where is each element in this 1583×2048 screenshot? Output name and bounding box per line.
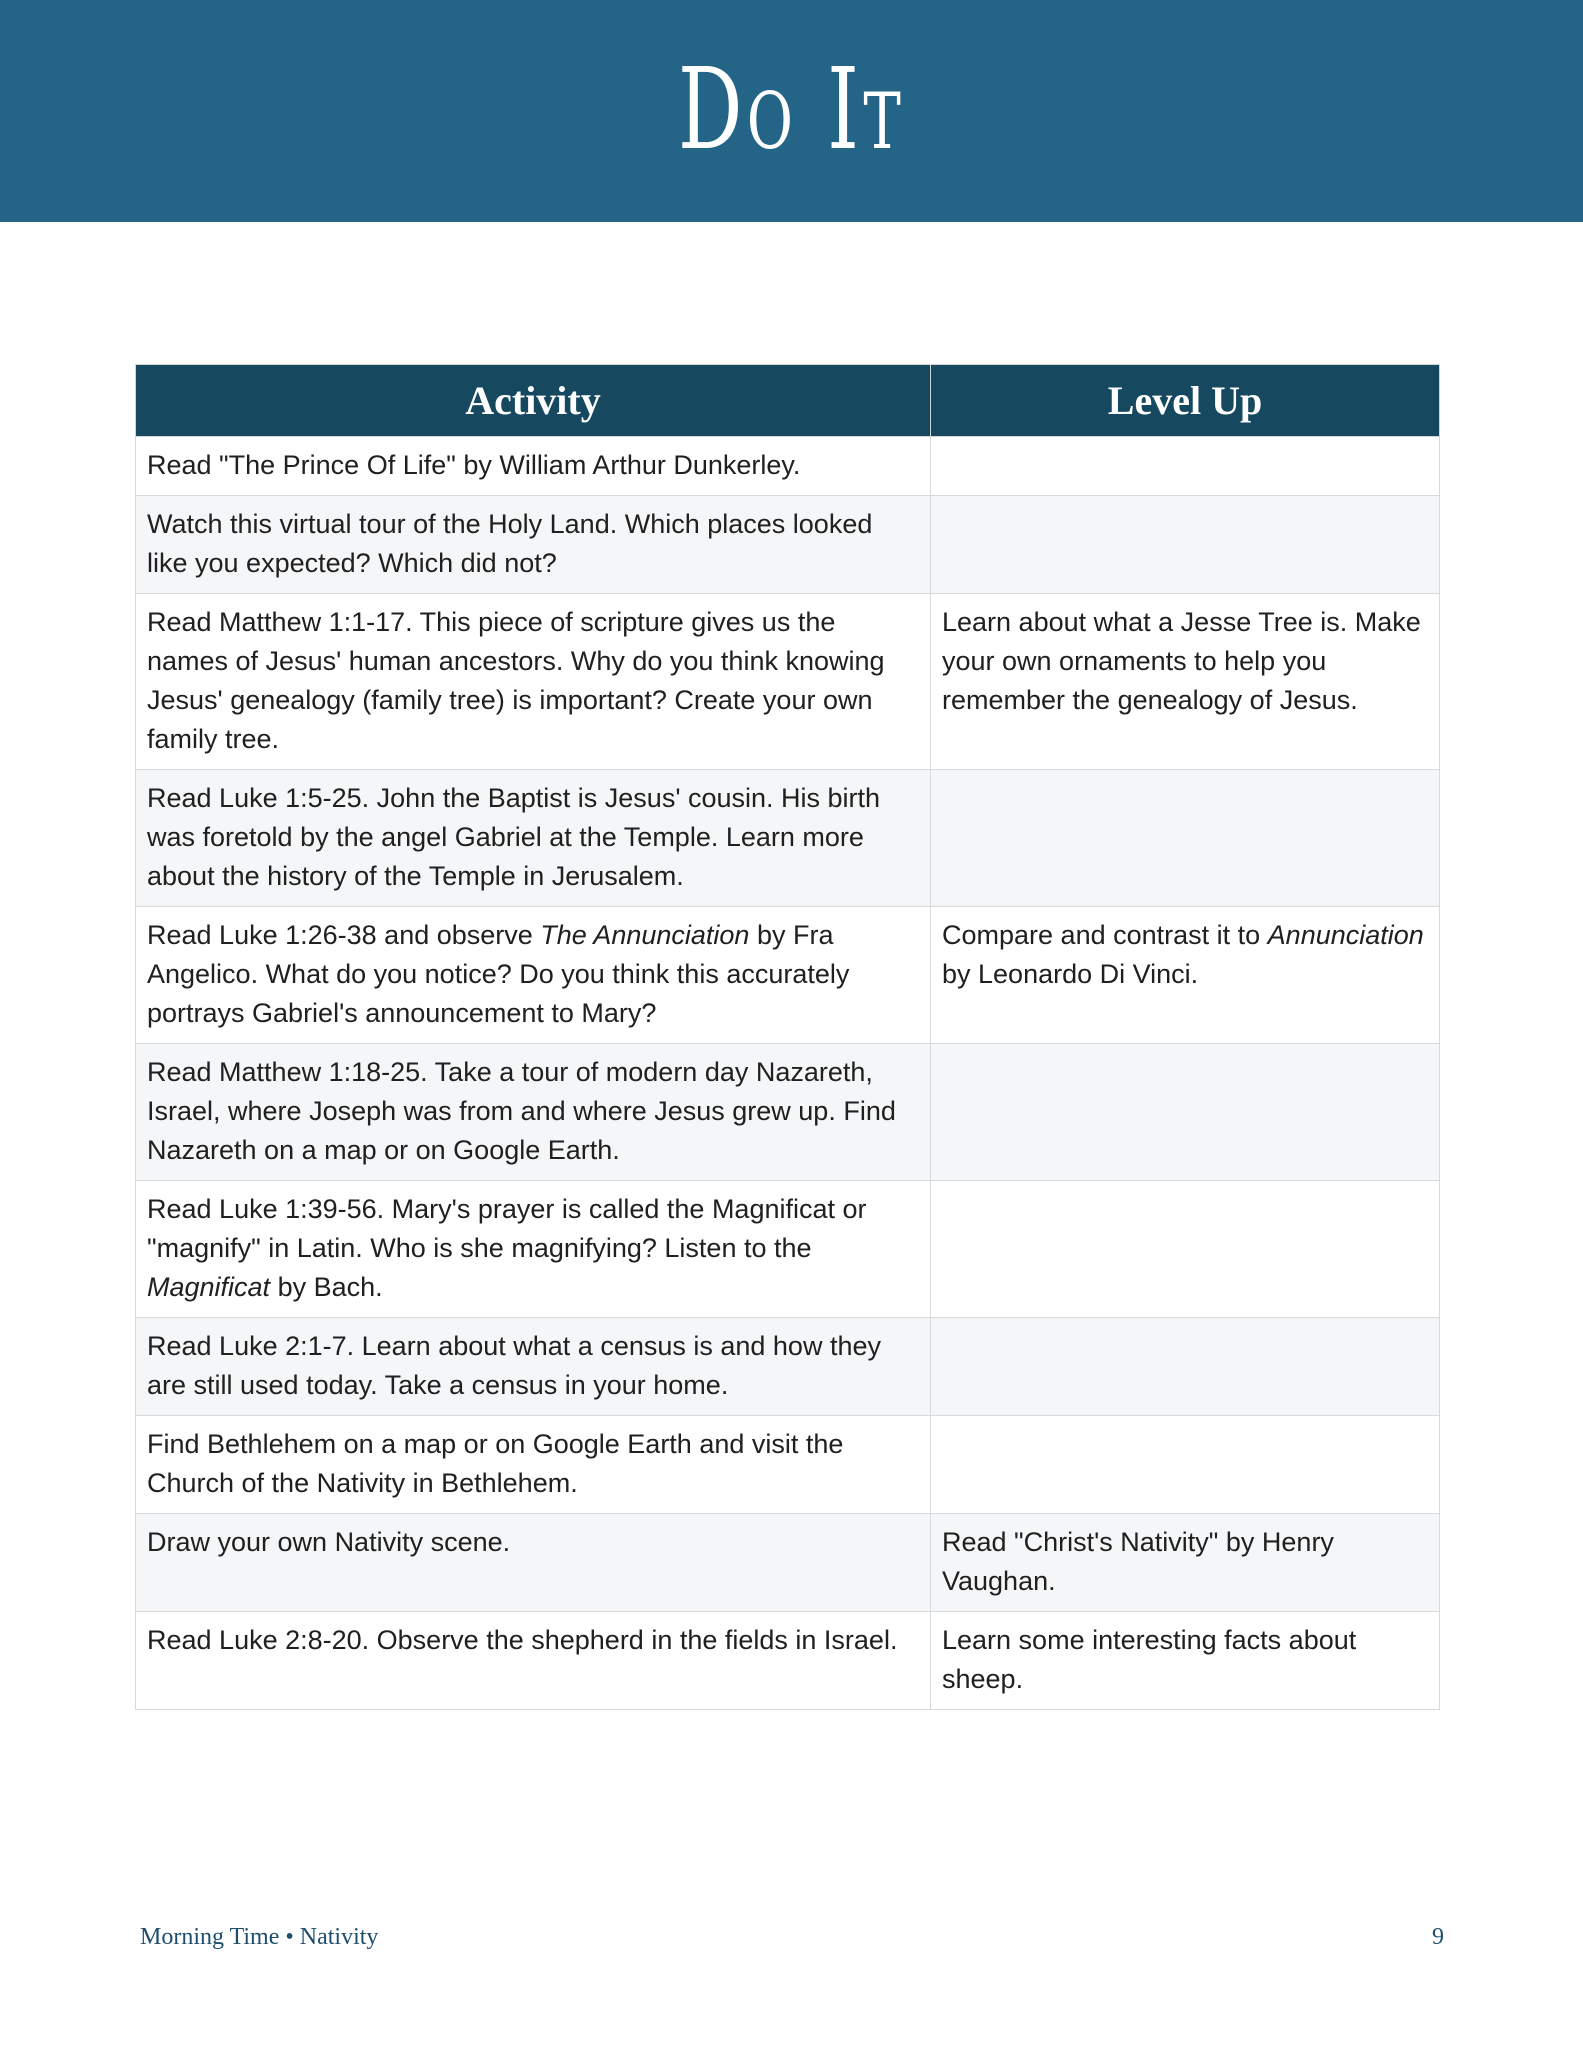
cell-text: by Bach. xyxy=(270,1272,383,1302)
page-title: Do It xyxy=(677,45,906,175)
activity-table-container xyxy=(135,364,1439,1710)
level-up-cell xyxy=(931,594,1440,770)
header-banner xyxy=(0,0,1583,222)
level-up-cell xyxy=(931,496,1440,594)
cell-text: Find Bethlehem on a map or on Google Earth and visit the Church of the Nativity in Bethlehem. xyxy=(147,1429,844,1498)
level-up-cell xyxy=(931,1318,1440,1416)
cell-text: Read Luke 1:39-56. Mary's prayer is called the Magnificat or "magnify" in Latin. Who is she magnifying? Listen to the xyxy=(147,1194,867,1263)
italic-title-text: Annunciation xyxy=(1267,920,1424,950)
cell-text: Draw your own Nativity scene. xyxy=(147,1527,511,1557)
activity-cell xyxy=(136,496,931,594)
column-header-level-up: Level Up xyxy=(931,365,1440,437)
cell-text: by Fra Angelico. What do you notice? Do you think this accurately portrays Gabriel's announcement to Mary? xyxy=(147,920,850,1028)
activity-cell xyxy=(136,437,931,496)
cell-text: Read "The Prince Of Life" by William Arthur Dunkerley. xyxy=(147,450,801,480)
level-up-cell xyxy=(931,1514,1440,1612)
cell-text: Compare and contrast it to xyxy=(942,920,1268,950)
cell-text: Watch this virtual tour of the Holy Land. Which places looked like you expected? Which did not? xyxy=(147,509,873,578)
cell-text: Learn some interesting facts about sheep. xyxy=(942,1625,1357,1694)
cell-text: Read Luke 2:1-7. Learn about what a census is and how they are still used today. Take a census in your home. xyxy=(147,1331,881,1400)
table-row xyxy=(136,437,1440,496)
table-row xyxy=(136,1044,1440,1181)
activity-cell xyxy=(136,770,931,907)
activity-cell xyxy=(136,907,931,1044)
table-row xyxy=(136,770,1440,907)
cell-text: Learn about what a Jesse Tree is. Make your own ornaments to help you remember the genealogy of Jesus. xyxy=(942,607,1421,715)
activity-cell xyxy=(136,1416,931,1514)
level-up-cell xyxy=(931,907,1440,1044)
table-row xyxy=(136,1514,1440,1612)
table-row xyxy=(136,907,1440,1044)
cell-text: Read Luke 1:26-38 and observe xyxy=(147,920,541,950)
footer-title: Morning Time • Nativity xyxy=(140,1924,379,1950)
activity-cell xyxy=(136,1514,931,1612)
table-row xyxy=(136,1318,1440,1416)
level-up-cell xyxy=(931,1044,1440,1181)
activity-cell xyxy=(136,1612,931,1710)
level-up-cell xyxy=(931,1612,1440,1710)
cell-text: by Leonardo Di Vinci. xyxy=(942,959,1199,989)
cell-text: Read Luke 1:5-25. John the Baptist is Jesus' cousin. His birth was foretold by the angel Gabriel at the Temple. Learn more about the history of the Temple in Jerusalem. xyxy=(147,783,881,891)
cell-text: Read Matthew 1:1-17. This piece of scripture gives us the names of Jesus' human ancestors. Why do you think knowing Jesus' genealogy (family tree) is important? Create your own family tree. xyxy=(147,607,885,754)
level-up-cell xyxy=(931,437,1440,496)
level-up-cell xyxy=(931,1416,1440,1514)
page-number: 9 xyxy=(1432,1924,1444,1950)
table-row xyxy=(136,1612,1440,1710)
level-up-cell xyxy=(931,1181,1440,1318)
table-row xyxy=(136,594,1440,770)
cell-text: Read Luke 2:8-20. Observe the shepherd in the fields in Israel. xyxy=(147,1625,898,1655)
table-body xyxy=(136,437,1440,1710)
table-header-row xyxy=(136,365,1440,437)
italic-title-text: Magnificat xyxy=(147,1272,271,1302)
level-up-cell xyxy=(931,770,1440,907)
activity-cell xyxy=(136,1044,931,1181)
cell-text: Read Matthew 1:18-25. Take a tour of modern day Nazareth, Israel, where Joseph was from and where Jesus grew up. Find Nazareth on a map or on Google Earth. xyxy=(147,1057,896,1165)
table-row xyxy=(136,496,1440,594)
activity-cell xyxy=(136,1318,931,1416)
cell-text: Read "Christ's Nativity" by Henry Vaughan. xyxy=(942,1527,1334,1596)
column-header-activity: Activity xyxy=(136,365,931,437)
table-row xyxy=(136,1181,1440,1318)
table-row xyxy=(136,1416,1440,1514)
activity-cell xyxy=(136,594,931,770)
activity-table xyxy=(135,364,1440,1710)
italic-title-text: The Annunciation xyxy=(540,920,750,950)
activity-cell xyxy=(136,1181,931,1318)
